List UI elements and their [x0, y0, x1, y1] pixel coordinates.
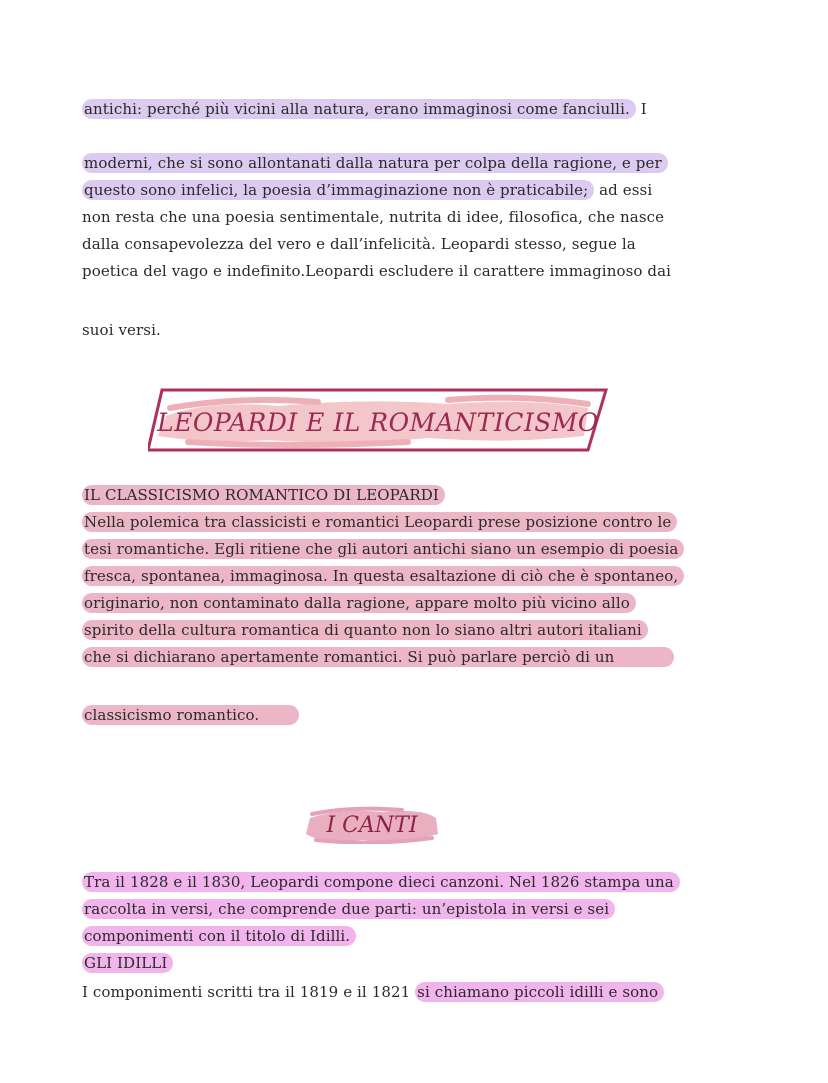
- paragraph-line: [82, 98, 647, 120]
- section-title-box: [148, 386, 608, 452]
- highlighted-text: che si dichiarano apertamente romantici. Si può parlare perciò di un: [82, 647, 674, 667]
- paragraph-line: [82, 152, 668, 174]
- paragraph-line: [82, 898, 615, 920]
- highlighted-text: originario, non contaminato dalla ragione, appare molto più vicino allo: [82, 593, 636, 613]
- subheading: [82, 952, 173, 974]
- plain-text: I: [635, 100, 647, 118]
- paragraph-line: [82, 704, 299, 726]
- highlighted-text: si chiamano piccoli idilli e sono: [415, 982, 664, 1002]
- paragraph-line: [82, 592, 636, 614]
- highlighted-text: classicismo romantico.: [82, 705, 299, 725]
- highlighted-text: questo sono infelici, la poesia d’immaginazione non è praticabile;: [82, 180, 594, 200]
- paragraph-line: [82, 538, 684, 560]
- highlighted-text: spirito della cultura romantica di quanto non lo siano altri autori italiani: [82, 620, 648, 640]
- paragraph-line: non resta che una poesia sentimentale, nutrita di idee, filosofica, che nasce: [82, 208, 665, 226]
- canti-title-box: [302, 806, 442, 844]
- highlighted-text: Tra il 1828 e il 1830, Leopardi compone dieci canzoni. Nel 1826 stampa una: [82, 872, 680, 892]
- section-title: LEOPARDI E IL ROMANTICISMO: [157, 408, 599, 437]
- highlighted-text: tesi romantiche. Egli ritiene che gli autori antichi siano un esempio di poesia: [82, 539, 684, 559]
- plain-text: I componimenti scritti tra il 1819 e il 1821: [82, 983, 416, 1001]
- highlighted-text: fresca, spontanea, immaginosa. In questa esaltazione di ciò che è spontaneo,: [82, 566, 684, 586]
- highlighted-text: Nella polemica tra classicisti e romantici Leopardi prese posizione contro le: [82, 512, 677, 532]
- highlighted-text: IL CLASSICISMO ROMANTICO DI LEOPARDI: [82, 485, 445, 505]
- subheading: [82, 484, 445, 506]
- paragraph-line: dalla consapevolezza del vero e dall’infelicità. Leopardi stesso, segue la: [82, 235, 636, 253]
- paragraph-line: [82, 511, 677, 533]
- paragraph-line: [82, 646, 674, 668]
- section-title: I CANTI: [326, 813, 418, 838]
- paragraph-line: [82, 179, 652, 201]
- highlighted-text: GLI IDILLI: [82, 953, 173, 973]
- paragraph-line: [82, 871, 680, 893]
- paragraph-line: [82, 565, 684, 587]
- plain-text: ad essi: [594, 181, 653, 199]
- highlighted-text: antichi: perché più vicini alla natura, erano immaginosi come fanciulli.: [82, 99, 636, 119]
- paragraph-line: poetica del vago e indefinito.Leopardi escludere il carattere immaginoso dai: [82, 262, 672, 280]
- paragraph-line: [82, 925, 356, 947]
- paragraph-line: suoi versi.: [82, 321, 161, 339]
- highlighted-text: raccolta in versi, che comprende due parti: un’epistola in versi e sei: [82, 899, 615, 919]
- highlighted-text: moderni, che si sono allontanati dalla natura per colpa della ragione, e per: [82, 153, 668, 173]
- paragraph-line: [82, 981, 664, 1003]
- paragraph-line: [82, 619, 648, 641]
- highlighted-text: componimenti con il titolo di Idilli.: [82, 926, 356, 946]
